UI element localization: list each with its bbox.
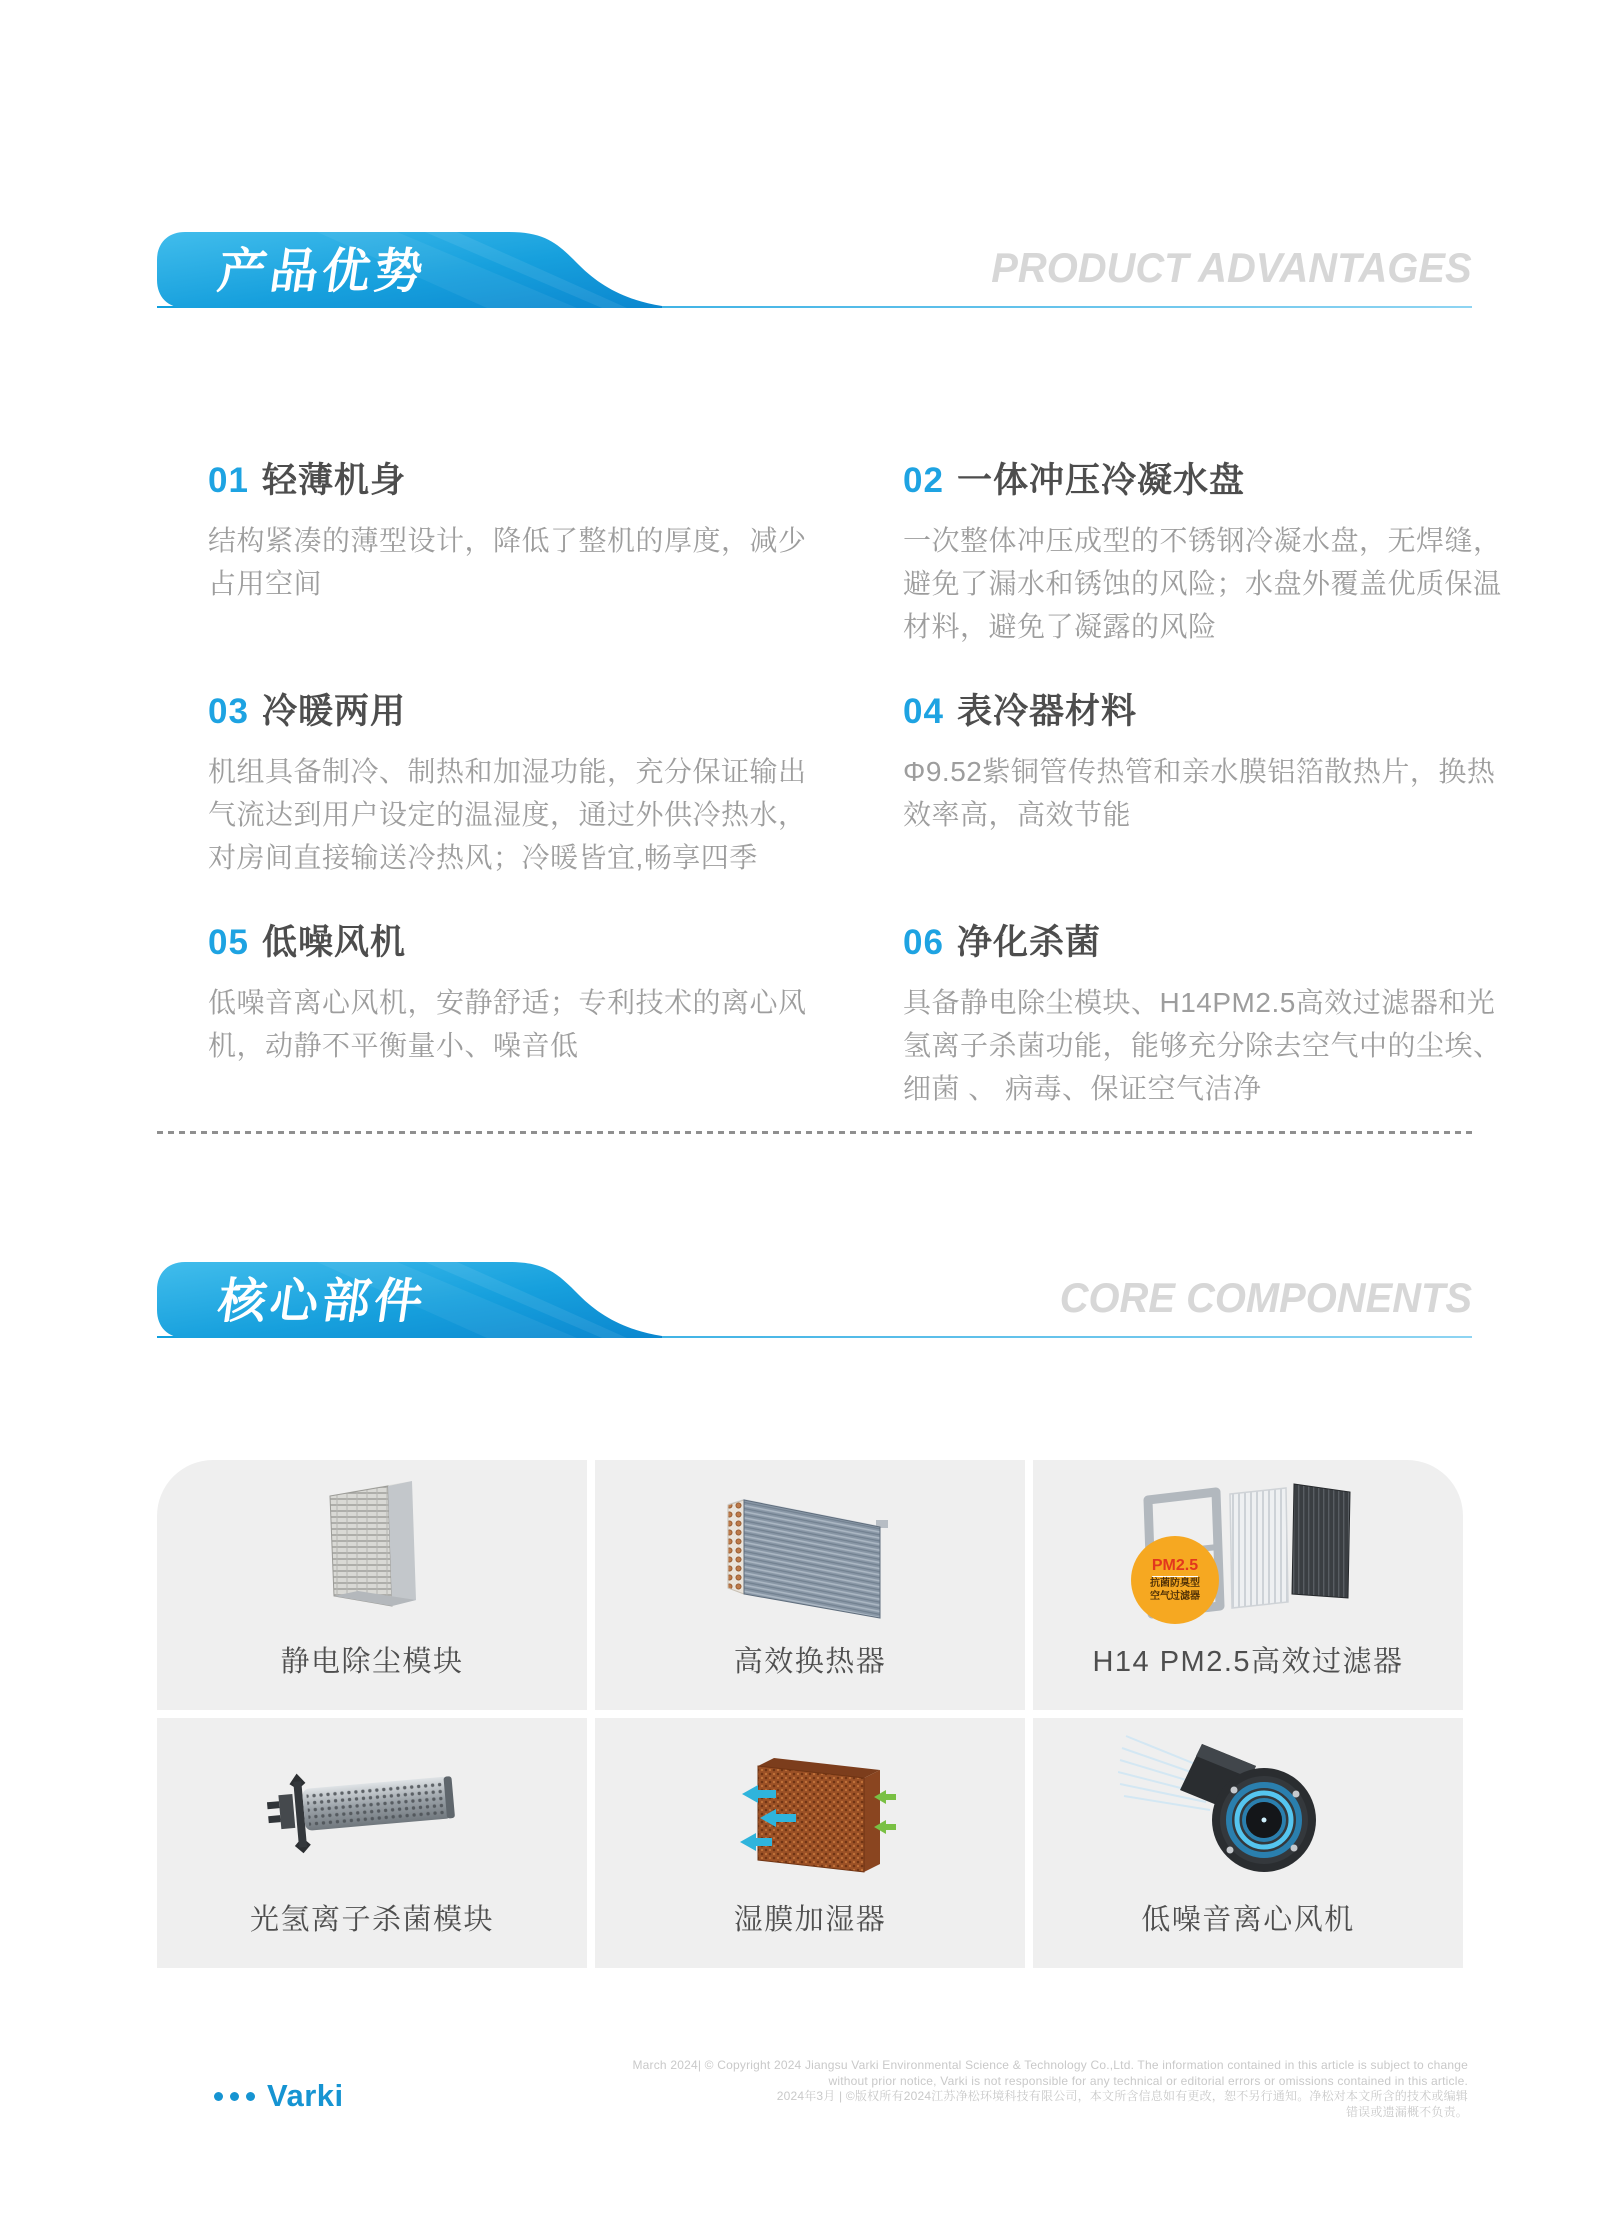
advantage-number: 01 [208, 461, 249, 500]
advantage-title: 低噪风机 [261, 923, 406, 962]
advantage-title-row [208, 684, 808, 734]
advantage-title: 轻薄机身 [261, 461, 406, 500]
dashed-divider [157, 1131, 1472, 1134]
component-card-wet-membrane [595, 1718, 1025, 1968]
advantage-title-row [903, 915, 1503, 965]
component-caption: 低噪音离心风机 [1141, 1904, 1355, 1936]
brand-name: Varki [267, 2078, 344, 2113]
component-card-electrostatic [157, 1460, 587, 1710]
component-caption: 光氢离子杀菌模块 [249, 1904, 494, 1936]
section-title-cn-components: 核心部件 [214, 1275, 431, 1329]
heat-exchanger-image [680, 1474, 940, 1624]
component-card-centrifugal-fan [1033, 1718, 1463, 1968]
logo-dots-icon [214, 2092, 255, 2101]
pm25-badge [1131, 1536, 1219, 1624]
section-banner-components [157, 1262, 662, 1338]
advantage-title-row [208, 453, 808, 503]
fineprint-line-3: 2024年3月 | ©版权所有2024江苏净松环境科技有限公司，本文所含信息如有更改，恕不另行通知。净松对本文所含的技术或编辑 [776, 2089, 1468, 2103]
component-caption: 静电除尘模块 [280, 1646, 464, 1678]
advantage-title: 净化杀菌 [956, 923, 1101, 962]
pm25-badge-line2: 抗菌防臭型 [1150, 1578, 1200, 1589]
component-card-heat-exchanger [595, 1460, 1025, 1710]
advantage-body: Φ9.52紫铜管传热管和亲水膜铝箔散热片，换热效率高，高效节能 [903, 756, 1496, 830]
advantage-item-02 [903, 453, 1503, 648]
pm25-badge-line3: 空气过滤器 [1150, 1591, 1200, 1602]
varki-logo [214, 2078, 344, 2114]
advantage-item-06 [903, 915, 1503, 1110]
photo-hydrogen-ion-module-image [242, 1732, 502, 1882]
fineprint-line-1: March 2024| © Copyright 2024 Jiangsu Varki Environmental Science & Technology Co.,Ltd. The information contained in this article is subject to change [632, 2058, 1468, 2072]
component-card-pm25-filter [1033, 1460, 1463, 1710]
advantage-number: 06 [903, 923, 944, 962]
copyright-fineprint [488, 2058, 1468, 2120]
advantage-title-row [208, 915, 808, 965]
advantage-item-05 [208, 915, 808, 1110]
section-title-en-components: CORE COMPONENTS [1059, 1274, 1472, 1321]
advantage-item-04 [903, 684, 1503, 879]
component-caption: 高效换热器 [733, 1646, 887, 1678]
advantage-title: 表冷器材料 [956, 692, 1137, 731]
advantage-title: 一体冲压冷凝水盘 [956, 461, 1245, 500]
advantages-list [208, 453, 1503, 1110]
advantage-body: 结构紧凑的薄型设计，降低了整机的厚度，减少占用空间 [208, 525, 807, 599]
component-caption: H14 PM2.5高效过滤器 [1092, 1646, 1404, 1678]
advantage-number: 02 [903, 461, 944, 500]
wet-membrane-humidifier-image [680, 1732, 940, 1882]
advantage-body: 低噪音离心风机，安静舒适；专利技术的离心风机，动静不平衡量小、噪音低 [208, 987, 807, 1061]
advantage-title-row [903, 453, 1503, 503]
advantage-number: 03 [208, 692, 249, 731]
advantage-title: 冷暖两用 [261, 692, 406, 731]
fineprint-line-2: without prior notice, Varki is not responsible for any technical or editorial errors or omissions contained in this article. [828, 2073, 1468, 2088]
low-noise-centrifugal-fan-image [1118, 1732, 1378, 1882]
advantage-number: 05 [208, 923, 249, 962]
section-title-cn-advantages: 产品优势 [214, 245, 431, 299]
electrostatic-dust-module-image [242, 1474, 502, 1624]
fineprint-line-4: 错误或遗漏概不负责。 [1345, 2104, 1468, 2119]
components-grid [157, 1460, 1463, 1968]
advantage-title-row [903, 684, 1503, 734]
advantage-item-03 [208, 684, 808, 879]
advantage-item-01 [208, 453, 808, 648]
advantage-number: 04 [903, 692, 944, 731]
advantage-body: 机组具备制冷、制热和加湿功能，充分保证输出气流达到用户设定的温湿度，通过外供冷热水，对房间直接输送冷热风；冷暖皆宜,畅享四季 [208, 756, 807, 873]
advantage-body: 具备静电除尘模块、H14PM2.5高效过滤器和光氢离子杀菌功能，能够充分除去空气中的尘埃、细菌 、 病毒、保证空气洁净 [903, 987, 1502, 1104]
advantage-body: 一次整体冲压成型的不锈钢冷凝水盘，无焊缝，避免了漏水和锈蚀的风险；水盘外覆盖优质保温材料，避免了凝露的风险 [903, 525, 1502, 642]
pm25-badge-title: PM2.5 [1152, 1557, 1198, 1577]
component-caption: 湿膜加湿器 [733, 1904, 887, 1936]
component-card-photo-ion-module [157, 1718, 587, 1968]
section-banner-advantages [157, 232, 662, 308]
section-title-en-advantages: PRODUCT ADVANTAGES [991, 244, 1472, 291]
